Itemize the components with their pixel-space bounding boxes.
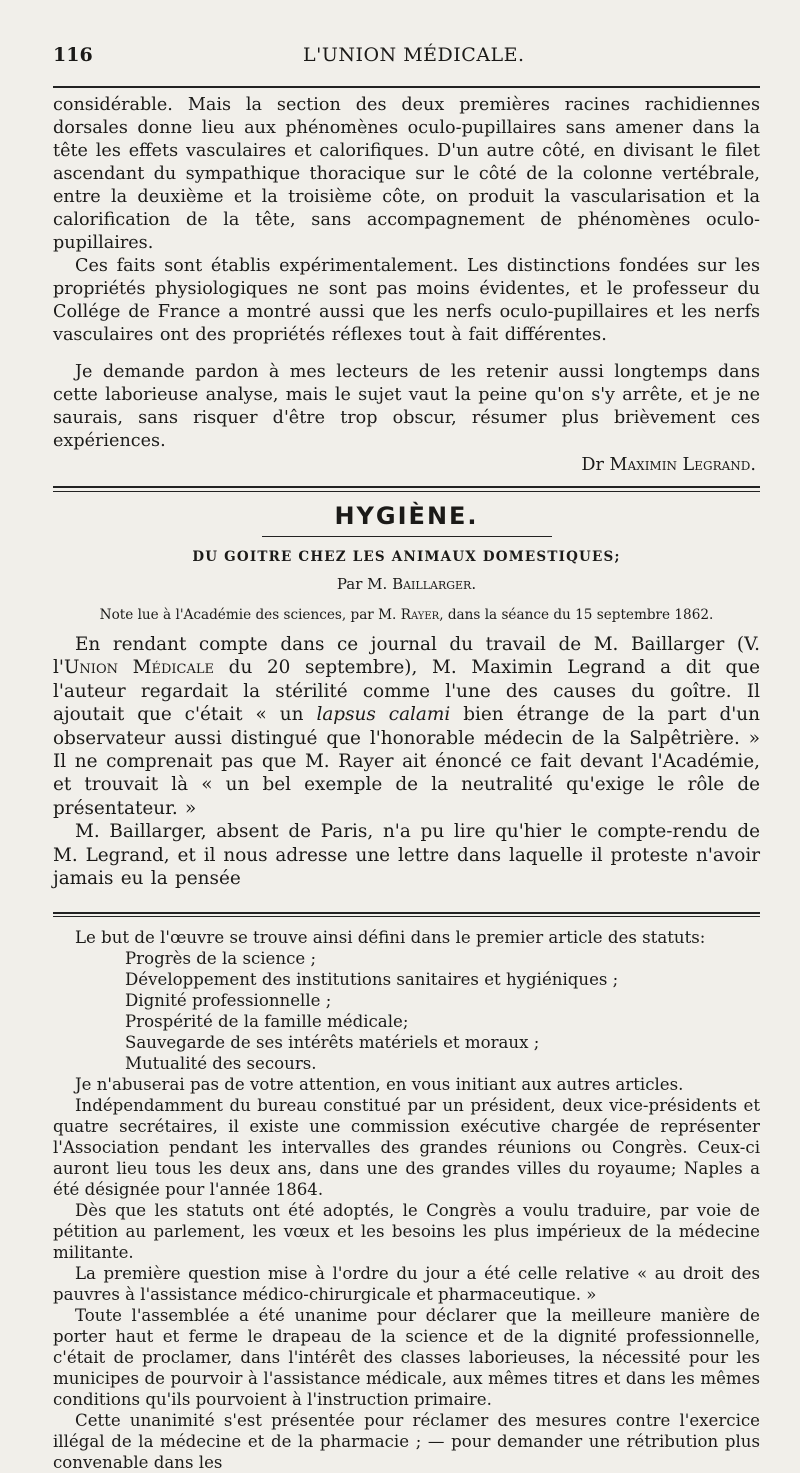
signature-name: Maximin Legrand. <box>609 455 756 475</box>
footnote-intro: Le but de l'œuvre se trouve ainsi défini dans le premier article des statuts: <box>75 928 706 948</box>
running-title: L'UNION MÉDICALE. <box>303 44 525 66</box>
section-divider <box>53 486 760 492</box>
paragraph: Toute l'assemblée a été unanime pour déclarer que la meilleure manière de porter haut et ferme le drapeau de la science et de la dignité professionnelle, c'était de proclamer, dans l'intérêt des classes laborieuses, la nécessité pour les municipes de pourvoir à l'assistance médicale, aux mêmes titres et dans les mêmes conditions qu'ils pourvoient à l'instruction primaire. <box>53 1306 760 1410</box>
list-item: Développement des institutions sanitaires et hygiéniques ; <box>125 970 619 990</box>
note-name: Rayer <box>400 607 440 623</box>
list-item: Mutualité des secours. <box>125 1054 317 1074</box>
section-title: HYGIÈNE. <box>334 502 479 530</box>
text-span: du 20 septembre), M. Maximin Legrand a dit que l'auteur regardait la stérilité comme l'une des causes du goître. Il ajoutait que c'était « un <box>53 657 760 726</box>
list-item: Dignité professionnelle ; <box>125 991 332 1011</box>
list-item: Progrès de la science ; <box>125 949 317 969</box>
signature-title: Dr <box>581 455 604 475</box>
statute-list <box>125 948 760 1074</box>
byline-author: Baillarger. <box>392 575 477 593</box>
previous-article-end <box>53 94 760 477</box>
paragraph: La première question mise à l'ordre du jour a été celle relative « au droit des pauvres à l'assistance médico-chirurgicale et pharmaceutique. » <box>53 1264 760 1305</box>
list-item: Prospérité de la famille médicale; <box>125 1012 409 1032</box>
latin-phrase: lapsus calami <box>316 704 451 726</box>
paragraph: Cette unanimité s'est présentée pour réclamer des mesures contre l'exercice illégal de la médecine et de la pharmacie ; — pour demander une rétribution plus convenable dans les <box>53 1411 760 1473</box>
footnote-separator <box>53 912 760 917</box>
article-note <box>53 607 760 623</box>
list-item: Sauvegarde de ses intérêts matériels et moraux ; <box>125 1033 540 1053</box>
paragraph: Ces faits sont établis expérimentalement. Les distinctions fondées sur les propriétés physiologiques ne sont pas moins évidentes, et le professeur du Collége de France a montré aussi que les nerfs oculo-pupillaires et les nerfs vasculaires ont des propriétés réflexes tout à fait différentes. <box>53 256 760 345</box>
paragraph: Indépendamment du bureau constitué par un président, deux vice-présidents et quatre secrétaires, il existe une commission exécutive chargée de représenter l'Association pendant les intervalles des grandes réunions ou Congrès. Ceux-ci auront lieu tous les deux ans, dans une des grandes villes du royaume; Naples a été désignée pour l'année 1864. <box>53 1096 760 1200</box>
paragraph: Je demande pardon à mes lecteurs de les retenir aussi longtemps dans cette laborieuse analyse, mais le sujet vaut la peine qu'on s'y arrête, et je ne saurais, sans risquer d'être trop obscur, résumer plus brièvement ces expériences. <box>53 362 760 451</box>
article-byline <box>53 575 760 593</box>
feuilleton <box>53 927 760 1473</box>
page-header <box>53 44 760 82</box>
paragraph: Je n'abuserai pas de votre attention, en vous initiant aux autres articles. <box>75 1075 684 1095</box>
journal-name: Union Médicale <box>63 657 214 679</box>
paragraph: M. Baillarger, absent de Paris, n'a pu lire qu'hier le compte-rendu de M. Legrand, et il nous adresse une lettre dans laquelle il proteste n'avoir jamais eu la pensée <box>53 821 760 890</box>
article-body <box>53 633 760 890</box>
paragraph <box>53 633 760 820</box>
author-signature <box>53 454 760 477</box>
header-rule <box>53 86 760 88</box>
note-date: , dans la séance du 15 septembre 1862. <box>439 607 714 623</box>
paragraph: considérable. Mais la section des deux premières racines rachidiennes dorsales donne lieu aux phénomènes oculo-pupillaires sans amener dans la tête les effets vasculaires et calorifiques. D'un autre côté, en divisant le filet ascendant du sympathique thoracique sur le côté de la colonne vertébrale, entre la deuxième et la troisième côte, on produit la vascularisation et la calorification de la tête, sans accompagnement de phénomènes oculo-pupillaires. <box>53 95 760 253</box>
paragraph: Dès que les statuts ont été adoptés, le Congrès a voulu traduire, par voie de pétition au parlement, les vœux et les besoins les plus impérieux de la médecine militante. <box>53 1201 760 1263</box>
title-rule <box>262 536 552 537</box>
article-title: DU GOITRE CHEZ LES ANIMAUX DOMESTIQUES; <box>192 549 621 565</box>
page-number: 116 <box>53 44 93 66</box>
text-span: En rendant compte dans ce journal du travail de M. Baillarger (V. l' <box>53 634 760 679</box>
byline-prefix: Par M. <box>336 575 388 593</box>
note-text: Note lue à l'Académie des sciences, par M. <box>99 607 397 623</box>
text-span: bien étrange de la part d'un observateur aussi distingué que l'honorable médecin de la Salpêtrière. » Il ne comprenait pas que M. Rayer ait énoncé ce fait devant l'Académie, et trouvait là « un bel exemple de la neutralité qu'exige le rôle de présentateur. » <box>53 704 760 819</box>
